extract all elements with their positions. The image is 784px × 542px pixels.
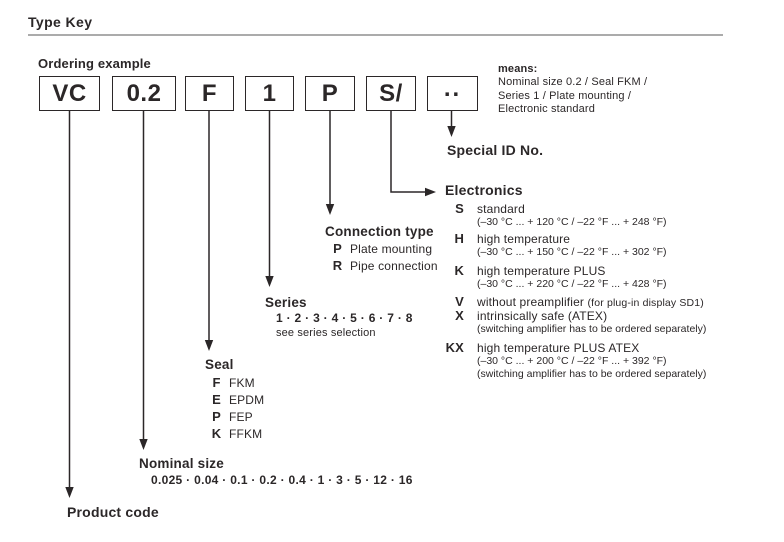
series-title: Series xyxy=(265,295,307,310)
nominal-size-title: Nominal size xyxy=(139,456,224,471)
electronics-title: Electronics xyxy=(445,182,523,198)
code-box-label: 0.2 xyxy=(126,79,162,107)
arrow-down-special-id-icon xyxy=(447,126,455,137)
electronics-item-x xyxy=(445,309,706,336)
code-box-seal xyxy=(185,76,234,111)
means-block xyxy=(498,63,647,117)
code-box-product-code xyxy=(39,76,100,111)
electronics-temp-range: (–30 °C ... + 150 °C / –22 °F ... + 302 °F) xyxy=(477,246,667,258)
code-box-nominal-size xyxy=(112,76,176,111)
electronics-note: (switching amplifier has to be ordered separately) xyxy=(477,367,707,380)
connection-type-item xyxy=(331,242,432,256)
seal-name: FKM xyxy=(229,376,255,390)
arrow-down-product-code-icon xyxy=(65,487,73,498)
line-electronics xyxy=(391,111,425,192)
electronics-code: X xyxy=(455,308,464,323)
arrow-down-seal-icon xyxy=(205,340,213,351)
seal-title: Seal xyxy=(205,357,234,372)
seal-code: E xyxy=(212,392,221,407)
connection-type-title: Connection type xyxy=(325,224,434,239)
title-divider xyxy=(28,34,723,36)
means-line: Electronic standard xyxy=(498,103,596,116)
page-title: Type Key xyxy=(28,14,93,30)
series-values: 1 · 2 · 3 · 4 · 5 · 6 · 7 · 8 xyxy=(276,311,413,325)
seal-item xyxy=(210,376,255,390)
electronics-temp-range: (–30 °C ... + 200 °C / –22 °F ... + 392 °F) xyxy=(477,355,667,367)
code-box-label: .. xyxy=(443,74,462,102)
electronics-name: without preamplifier xyxy=(477,295,585,309)
electronics-item-s xyxy=(445,202,667,229)
means-line: Series 1 / Plate mounting / xyxy=(498,89,632,102)
electronics-note: (switching amplifier has to be ordered separately) xyxy=(477,323,707,335)
connection-code: R xyxy=(332,258,343,273)
code-box-label: F xyxy=(201,79,218,107)
electronics-code: S xyxy=(455,201,464,216)
code-box-connection-type xyxy=(305,76,355,111)
arrow-right-electronics-icon xyxy=(425,188,436,196)
arrow-down-series-icon xyxy=(265,276,273,287)
seal-item xyxy=(210,427,262,441)
electronics-code: H xyxy=(454,231,464,246)
seal-name: FEP xyxy=(229,410,253,424)
seal-name: FFKM xyxy=(229,427,263,441)
special-id-title: Special ID No. xyxy=(447,142,544,158)
means-line: Nominal size 0.2 / Seal FKM / xyxy=(498,76,648,89)
seal-code: P xyxy=(212,409,221,424)
code-box-label: S/ xyxy=(379,79,403,107)
code-box-special-id xyxy=(427,76,478,111)
connection-type-item xyxy=(331,259,438,273)
code-box-label: 1 xyxy=(262,79,277,107)
electronics-item-v xyxy=(445,295,704,310)
series-note: see series selection xyxy=(276,327,376,339)
seal-code: F xyxy=(212,375,221,390)
electronics-code: K xyxy=(454,263,464,278)
code-box-electronics xyxy=(366,76,416,111)
electronics-name: intrinsically safe (ATEX) xyxy=(477,309,608,323)
code-box-label: VC xyxy=(52,79,87,107)
electronics-name-note: (for plug-in display SD1) xyxy=(587,297,704,309)
nominal-size-values: 0.025 · 0.04 · 0.1 · 0.2 · 0.4 · 1 · 3 · 5 · 12 · 16 xyxy=(151,473,413,487)
seal-name: EPDM xyxy=(229,393,265,407)
electronics-item-h xyxy=(445,232,667,259)
electronics-name: standard xyxy=(477,202,525,216)
ordering-example-label: Ordering example xyxy=(38,56,151,71)
electronics-temp-range: (–30 °C ... + 220 °C / –22 °F ... + 428 °F) xyxy=(477,278,667,290)
electronics-name: high temperature PLUS xyxy=(477,264,606,278)
code-box-series xyxy=(245,76,294,111)
arrow-down-nominal-size-icon xyxy=(139,439,147,450)
arrow-down-connection-type-icon xyxy=(326,204,334,215)
electronics-item-kx xyxy=(445,341,706,380)
electronics-code: KX xyxy=(445,340,464,355)
seal-item xyxy=(210,410,253,424)
electronics-item-k xyxy=(445,264,667,291)
electronics-temp-range: (–30 °C ... + 120 °C / –22 °F ... + 248 °F) xyxy=(477,216,667,228)
connection-code: P xyxy=(333,241,342,256)
electronics-name: high temperature xyxy=(477,232,571,246)
connection-name: Plate mounting xyxy=(350,242,433,256)
connection-name: Pipe connection xyxy=(350,259,438,273)
code-box-label: P xyxy=(321,79,339,107)
electronics-name: high temperature PLUS ATEX xyxy=(477,341,640,355)
electronics-code: V xyxy=(455,294,464,309)
product-code-title: Product code xyxy=(67,504,159,520)
seal-code: K xyxy=(211,426,222,441)
means-label: means: xyxy=(498,63,538,75)
seal-item xyxy=(210,393,264,407)
